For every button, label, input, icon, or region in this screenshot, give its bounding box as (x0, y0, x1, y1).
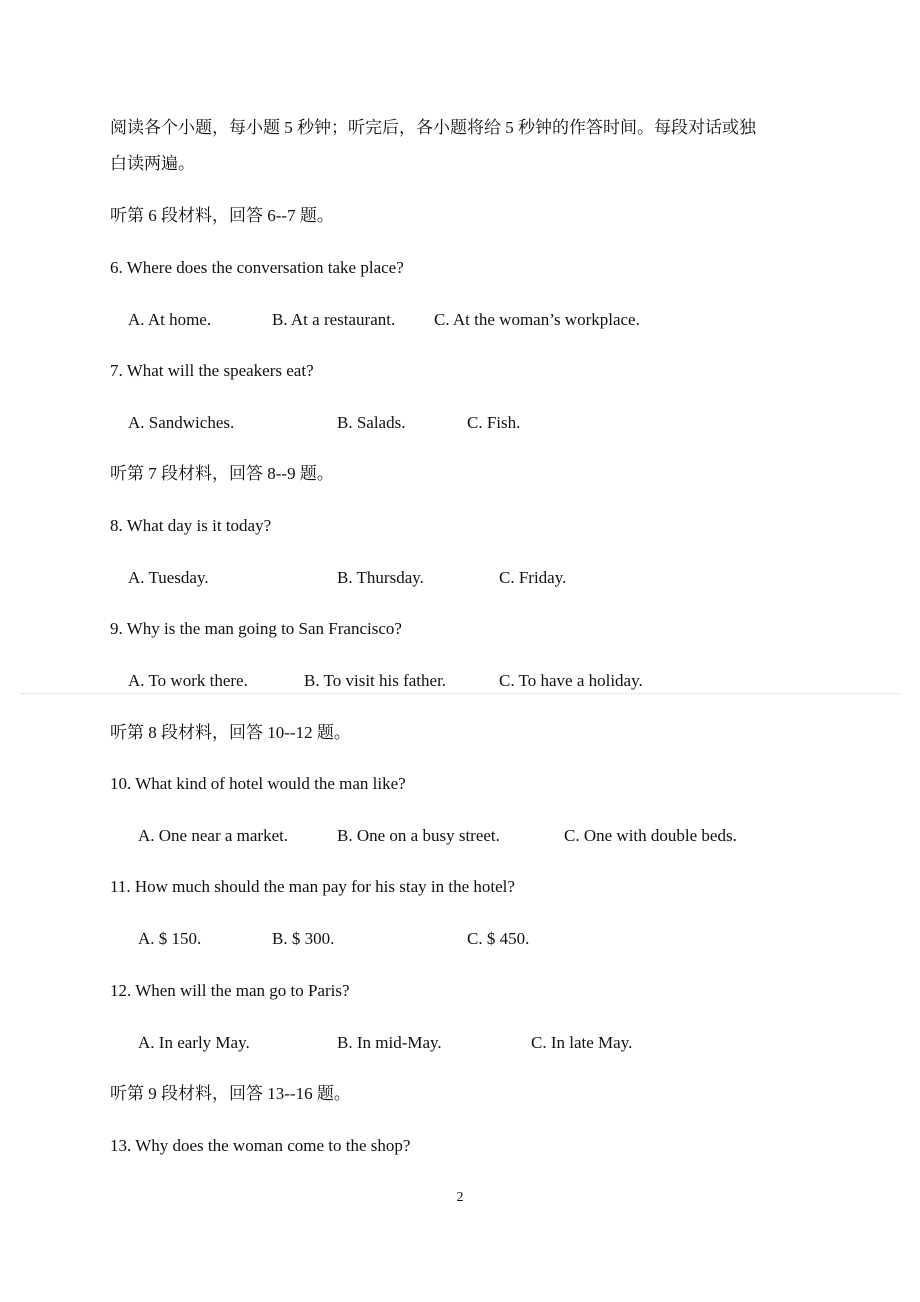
question-10-stem: 10. What kind of hotel would the man like? (110, 774, 406, 793)
instructions-line-2: 白读两遍。 (110, 154, 195, 173)
question-7-option-c: C. Fish. (467, 413, 521, 432)
section-header-6: 听第 6 段材料，回答 6--7 题。 (110, 206, 334, 225)
section-header-8: 听第 8 段材料，回答 10--12 题。 (110, 723, 351, 742)
question-9-option-c: C. To have a holiday. (499, 671, 643, 690)
question-11-stem: 11. How much should the man pay for his stay in the hotel? (110, 877, 515, 896)
page-number: 2 (456, 1190, 464, 1205)
question-6-option-a: A. At home. (128, 310, 212, 329)
question-11-option-c: C. $ 450. (467, 929, 530, 948)
question-7-stem: 7. What will the speakers eat? (110, 361, 314, 380)
question-12-option-b: B. In mid-May. (337, 1033, 442, 1052)
question-11-option-a: A. $ 150. (138, 929, 202, 948)
question-10-option-c: C. One with double beds. (564, 826, 737, 845)
question-12-stem: 12. When will the man go to Paris? (110, 981, 350, 1000)
question-6-option-c: C. At the woman’s workplace. (434, 310, 640, 329)
question-12-option-c: C. In late May. (531, 1033, 633, 1052)
question-10-option-b: B. One on a busy street. (337, 826, 500, 845)
question-7-option-b: B. Salads. (337, 413, 406, 432)
question-6-option-b: B. At a restaurant. (272, 310, 396, 329)
question-8-option-c: C. Friday. (499, 568, 567, 587)
question-9-option-b: B. To visit his father. (304, 671, 447, 690)
question-8-stem: 8. What day is it today? (110, 516, 272, 535)
question-9-option-a: A. To work there. (128, 671, 248, 690)
question-9-stem: 9. Why is the man going to San Francisco? (110, 619, 402, 638)
question-8-option-b: B. Thursday. (337, 568, 424, 587)
section-header-7: 听第 7 段材料，回答 8--9 题。 (110, 464, 334, 483)
question-8-option-a: A. Tuesday. (128, 568, 209, 587)
question-11-option-b: B. $ 300. (272, 929, 335, 948)
section-header-9: 听第 9 段材料，回答 13--16 题。 (110, 1084, 351, 1103)
question-7-option-a: A. Sandwiches. (128, 413, 235, 432)
question-12-option-a: A. In early May. (138, 1033, 250, 1052)
page-divider (20, 693, 900, 694)
question-13-stem: 13. Why does the woman come to the shop? (110, 1136, 411, 1155)
question-10-option-a: A. One near a market. (138, 826, 289, 845)
question-6-stem: 6. Where does the conversation take place? (110, 258, 404, 277)
instructions-line-1: 阅读各个小题，每小题 5 秒钟；听完后，各小题将给 5 秒钟的作答时间。每段对话或独 (110, 118, 756, 137)
